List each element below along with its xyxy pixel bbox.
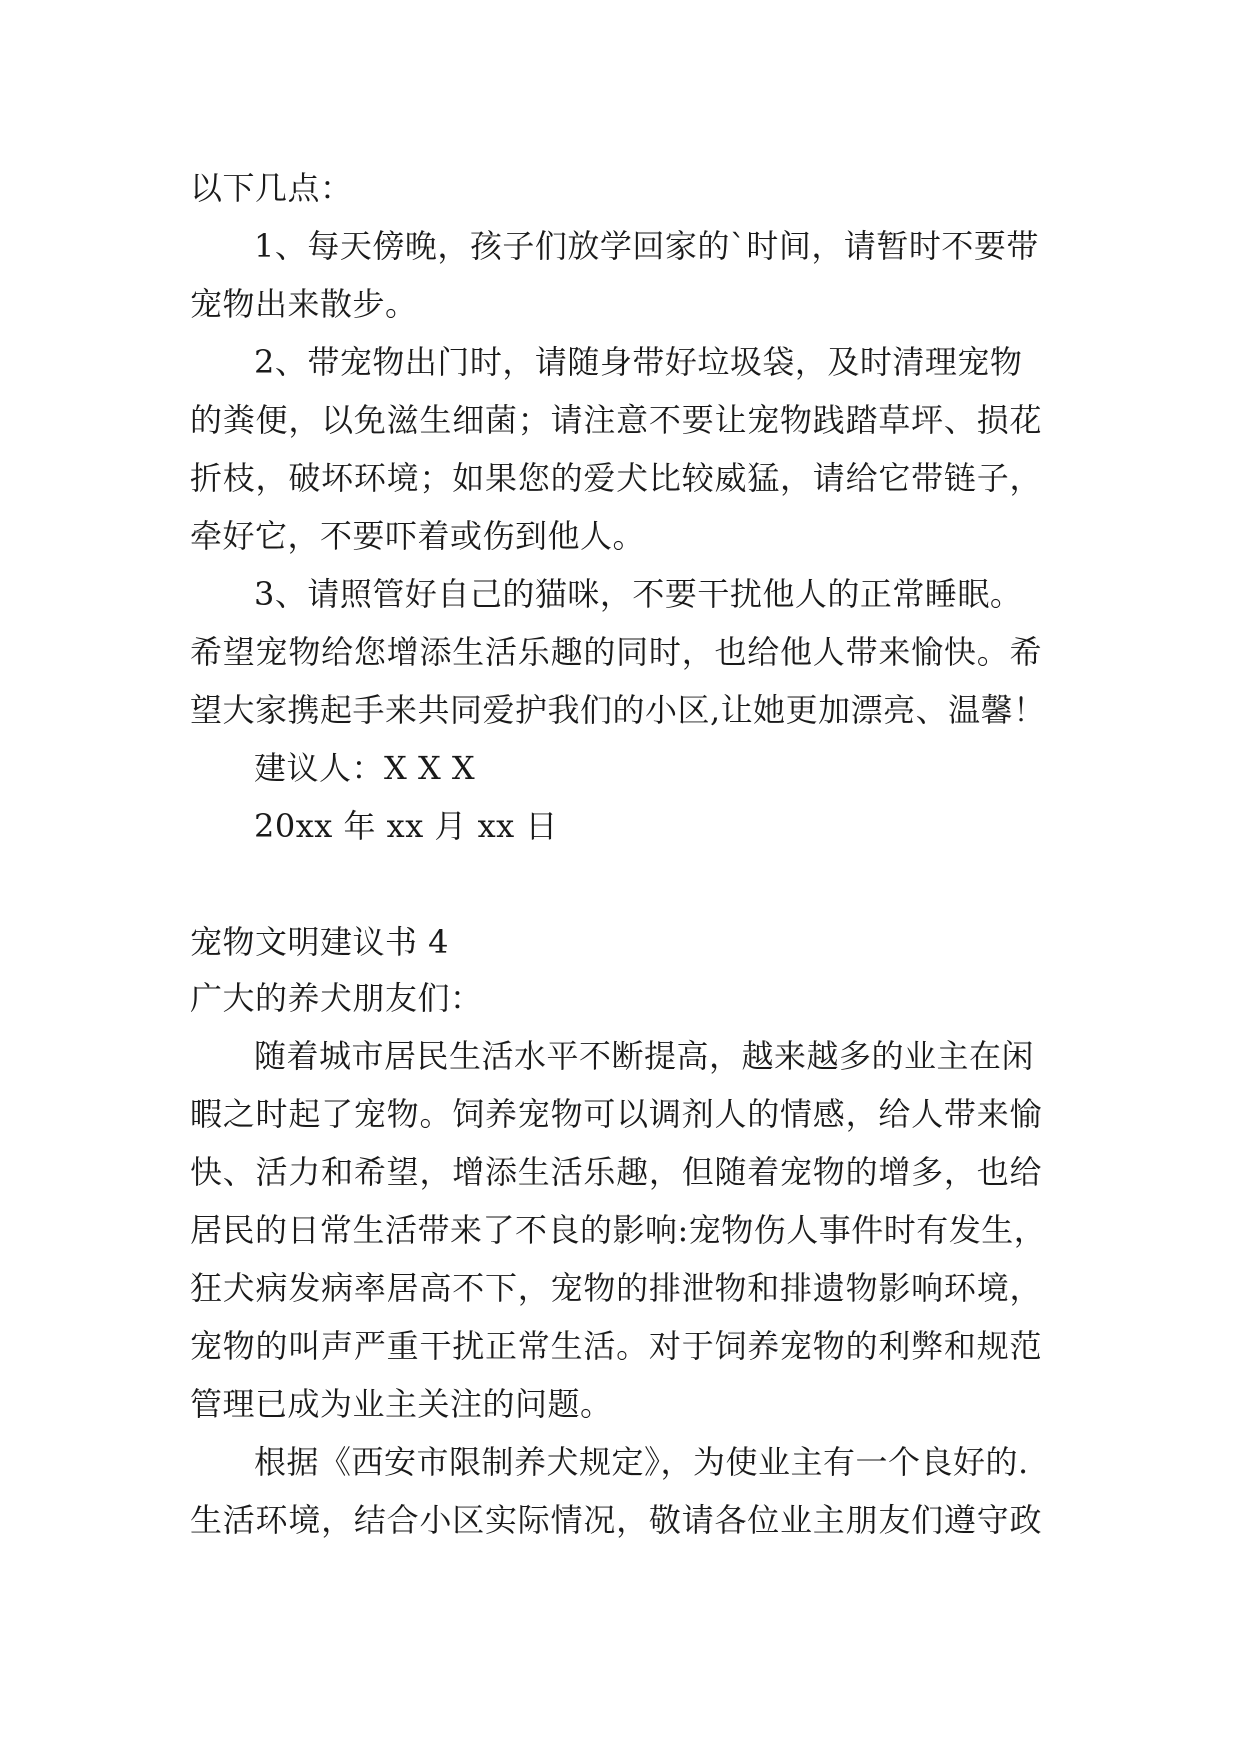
date-line: 20xx 年 xx 月 xx 日 (254, 807, 558, 845)
text-line: 3、请照管好自己的猫咪，不要干扰他人的正常睡眠。 (254, 575, 1023, 613)
text-line: 以下几点： (190, 169, 353, 207)
signer-line: 建议人：X X X (254, 749, 476, 787)
text-line: 狂犬病发病率居高不下，宠物的排泄物和排遗物影响环境， (190, 1269, 1042, 1307)
text-line: 快、活力和希望，增添生活乐趣，但随着宠物的增多，也给 (190, 1153, 1042, 1191)
text-line: 生活环境，结合小区实际情况，敬请各位业主朋友们遵守政 (190, 1501, 1042, 1539)
section-title: 宠物文明建议书 4 (190, 923, 450, 961)
text-line: 的粪便，以免滋生细菌；请注意不要让宠物践踏草坪、损花 (190, 401, 1042, 439)
text-line: 希望宠物给您增添生活乐趣的同时，也给他人带来愉快。希 (190, 633, 1042, 671)
text-line: 折枝，破坏环境；如果您的爱犬比较威猛，请给它带链子， (190, 459, 1042, 497)
text-line: 1、每天傍晚，孩子们放学回家的`时间，请暂时不要带 (254, 227, 1039, 265)
text-line: 牵好它，不要吓着或伤到他人。 (190, 517, 646, 555)
salutation: 广大的养犬朋友们： (190, 979, 483, 1017)
text-line: 随着城市居民生活水平不断提高，越来越多的业主在闲 (254, 1037, 1035, 1075)
text-line: 暇之时起了宠物。饲养宠物可以调剂人的情感，给人带来愉 (190, 1095, 1042, 1133)
text-line: 宠物出来散步。 (190, 285, 418, 323)
text-line: 根据《西安市限制养犬规定》，为使业主有一个良好的. (254, 1443, 1029, 1481)
text-line: 居民的日常生活带来了不良的影响:宠物伤人事件时有发生， (190, 1211, 1047, 1249)
text-line: 望大家携起手来共同爱护我们的小区,让她更加漂亮、温馨！ (190, 691, 1046, 729)
text-line: 管理已成为业主关注的问题。 (190, 1385, 613, 1423)
text-line: 2、带宠物出门时，请随身带好垃圾袋，及时清理宠物 (254, 343, 1023, 381)
text-line: 宠物的叫声严重干扰正常生活。对于饲养宠物的利弊和规范 (190, 1327, 1042, 1365)
